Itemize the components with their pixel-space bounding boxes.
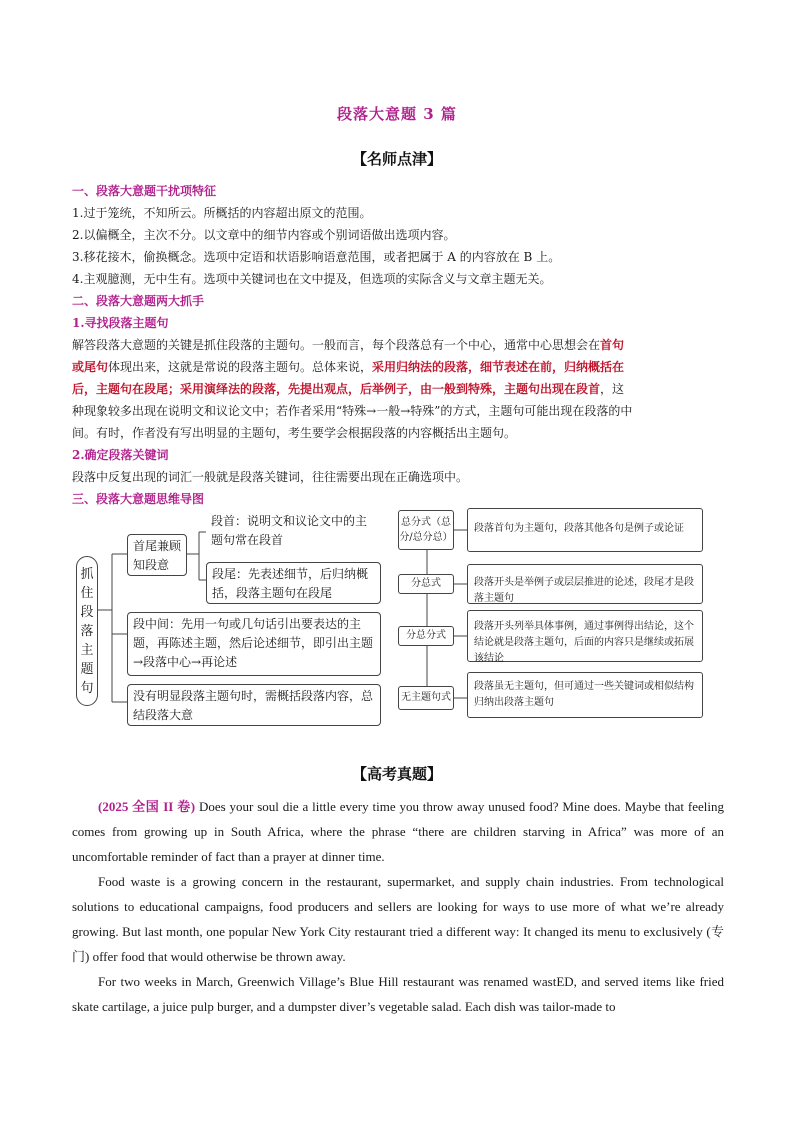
paragraph-line: 后，主题句在段尾；采用演绎法的段落，先提出观点，后举例子，由一般到特殊，主题句出现在段首，这 bbox=[72, 382, 625, 396]
pattern-description: 段落虽无主题句，但可通过一些关键词或相似结构归纳出段落主题句 bbox=[467, 672, 703, 718]
heading-keywords: 2.确定段落关键词 bbox=[72, 448, 169, 462]
passage-paragraph: (2025 全国 II 卷) Does your soul die a little every time you throw away unused food? Mine does. Maybe that feeling comes from growing up in South Africa, where the phrase “there are children starving in Africa” was more of an uncomfortable reminder of fact than a prayer at dinner time. bbox=[72, 799, 724, 864]
pattern-description: 段落首句为主题句，段落其他各句是例子或论证 bbox=[467, 508, 703, 552]
branch-paragraph-middle: 段中间：先用一句或几句话引出要表达的主题，再陈述主题，然后论述细节，即引出主题→段落中心→再论述 bbox=[127, 612, 381, 676]
pattern-description: 段落开头是举例子或层层推进的论述，段尾才是段落主题句 bbox=[467, 564, 703, 604]
section-heading-exam: 【高考真题】 bbox=[351, 765, 442, 783]
paragraph-line: 或尾句体现出来，这就是常说的段落主题句。总体来说，采用归纳法的段落，细节表述在前，归纳概括在 bbox=[72, 360, 625, 374]
heading-distractor-features: 一、段落大意题干扰项特征 bbox=[72, 184, 217, 198]
page-title: 段落大意题 3 篇 bbox=[337, 105, 457, 123]
pattern-description: 段落开头列举具体事例，通过事例得出结论，这个结论就是段落主题句，后面的内容只是继续或拓展该结论 bbox=[467, 610, 703, 662]
mind-map bbox=[72, 506, 724, 732]
branch-no-topic-sentence: 没有明显段落主题句时，需概括段落内容，总结段落大意 bbox=[127, 684, 381, 726]
feature-item: 3.移花接木，偷换概念。选项中定语和状语影响语意范围，或者把属于 A 的内容放在 B 上。 bbox=[72, 250, 561, 264]
pattern-label: 总分式（总分/总分总） bbox=[398, 510, 454, 550]
paragraph-line: 间。有时，作者没有写出明显的主题句，考生要学会根据段落的内容概括出主题句。 bbox=[72, 426, 517, 440]
heading-two-keys: 二、段落大意题两大抓手 bbox=[72, 294, 205, 308]
tips-content bbox=[72, 180, 724, 510]
exam-passage bbox=[72, 794, 724, 1019]
section-heading-tips: 【名师点津】 bbox=[351, 150, 442, 168]
heading-find-topic-sentence: 1.寻找段落主题句 bbox=[72, 316, 169, 330]
pattern-label: 无主题句式 bbox=[398, 686, 454, 710]
pattern-label: 分总式 bbox=[398, 574, 454, 594]
feature-item: 4.主观臆测，无中生有。选项中关键词也在文中提及，但选项的实际含义与文章主题无关。 bbox=[72, 272, 552, 286]
paragraph-line: 种现象较多出现在说明文和议论文中；若作者采用“特殊→一般→特殊”的方式，主题句可能出现在段落的中 bbox=[72, 404, 633, 418]
paragraph-line: 解答段落大意题的关键是抓住段落的主题句。一般而言，每个段落总有一个中心，通常中心思想会在首句 bbox=[72, 338, 625, 352]
heading-mindmap: 三、段落大意题思维导图 bbox=[72, 492, 205, 506]
branch-head-tail: 首尾兼顾知段意 bbox=[127, 534, 187, 576]
passage-paragraph: For two weeks in March, Greenwich Village’s Blue Hill restaurant was renamed wastED, and served items like fried skate cartilage, a juice pulp burger, and a dumpster diver’s vegetable salad. Each dish was tailor-made to bbox=[72, 974, 724, 1014]
passage-paragraph: Food waste is a growing concern in the restaurant, supermarket, and supply chain industries. From technological solutions to educational campaigns, food producers and sellers are looking for ways to use more of what we’re already growing. But last month, one popular New York City restaurant tried a different way: It changed its menu to exclusively (专门) offer food that would otherwise be thrown away. bbox=[72, 874, 724, 964]
pattern-label: 分总分式 bbox=[398, 626, 454, 646]
feature-item: 2.以偏概全，主次不分。以文章中的细节内容或个别词语做出选项内容。 bbox=[72, 228, 456, 242]
paragraph-line: 段落中反复出现的词汇一般就是段落关键词，往往需要出现在正确选项中。 bbox=[72, 470, 469, 484]
branch-paragraph-end: 段尾：先表述细节，后归纳概括，段落主题句在段尾 bbox=[206, 562, 381, 604]
feature-item: 1.过于笼统，不知所云。所概括的内容超出原文的范围。 bbox=[72, 206, 372, 220]
branch-paragraph-start: 段首：说明文和议论文中的主题句常在段首 bbox=[206, 510, 381, 552]
mind-map-root: 抓住段落主题句 bbox=[76, 556, 98, 706]
